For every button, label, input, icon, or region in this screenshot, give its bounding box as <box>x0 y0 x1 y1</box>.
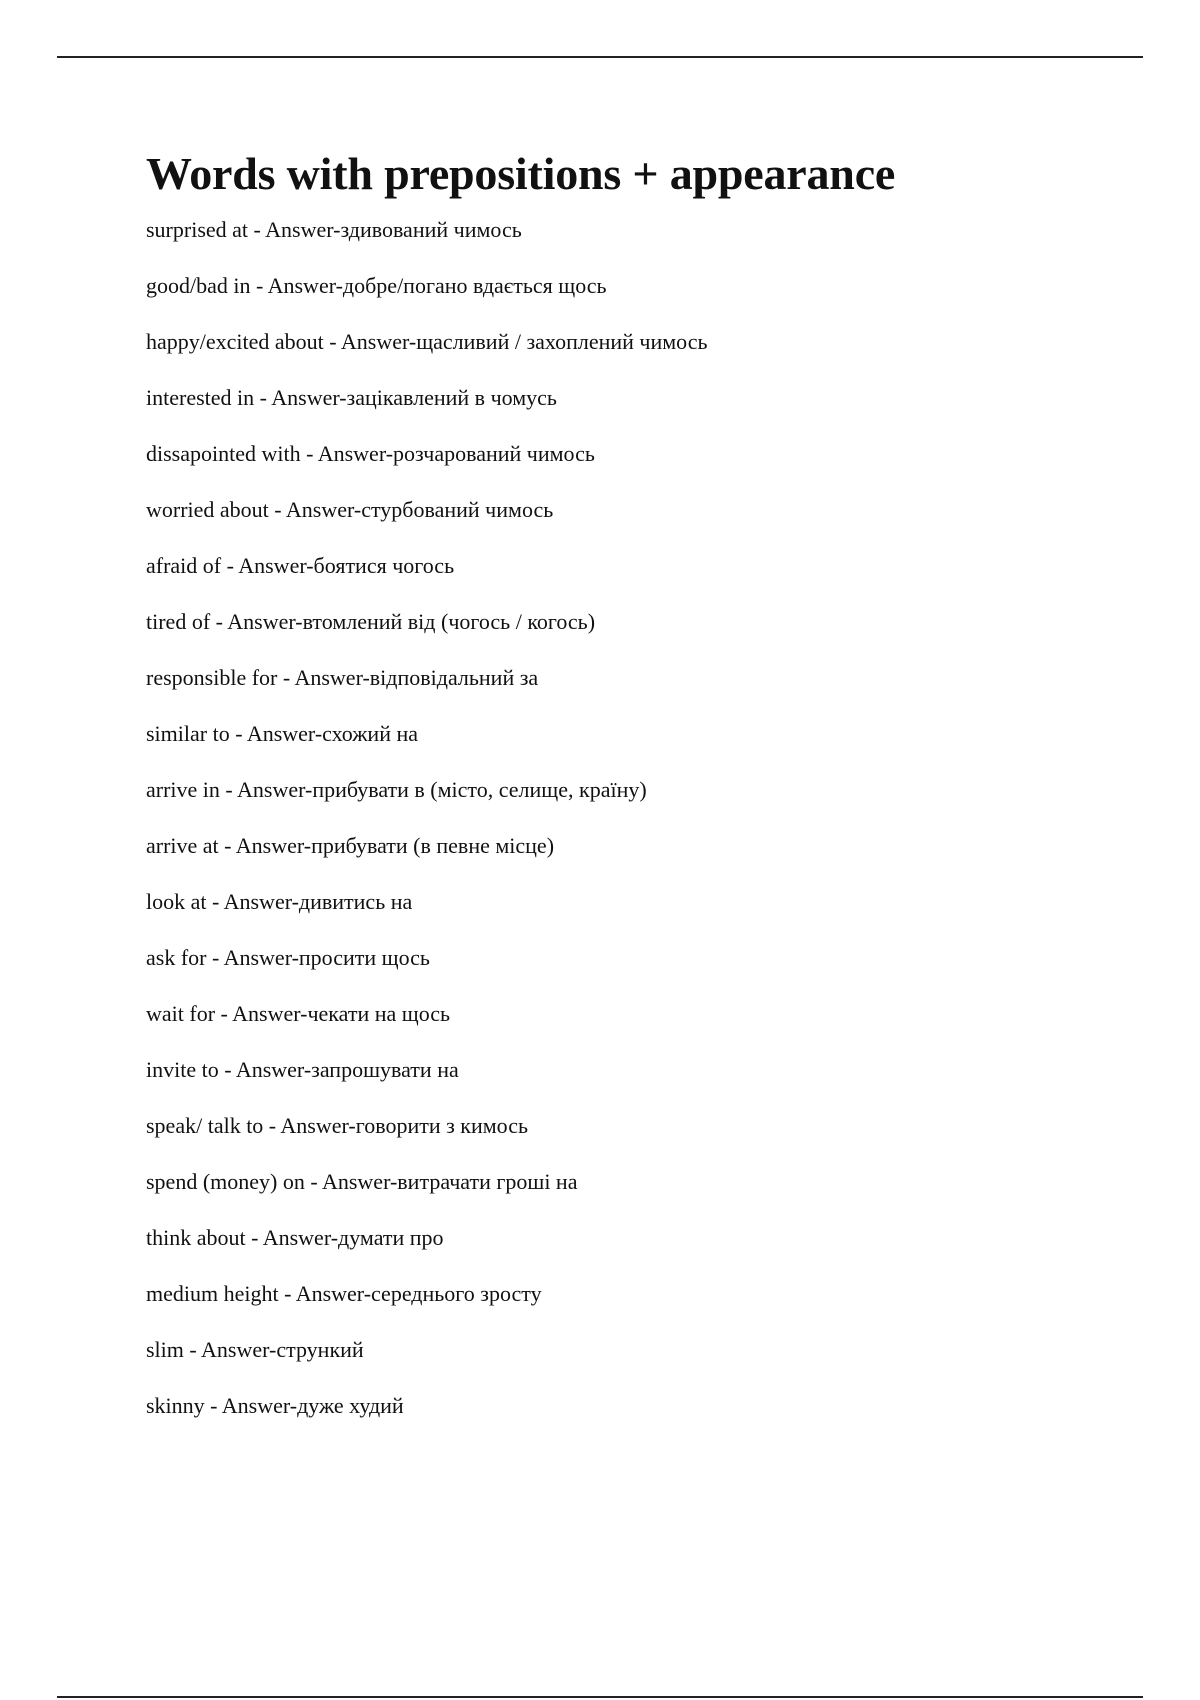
list-item: happy/excited about - Answer-щасливий / захоплений чимось <box>146 329 708 354</box>
top-divider <box>57 56 1143 58</box>
list-item: arrive at - Answer-прибувати (в певне місце) <box>146 833 555 858</box>
bottom-divider <box>57 1696 1143 1698</box>
list-item: afraid of - Answer-боятися чогось <box>146 553 455 578</box>
vocabulary-list <box>146 218 1146 1418</box>
list-item: look at - Answer-дивитись на <box>146 889 413 914</box>
list-item: similar to - Answer-схожий на <box>146 721 419 746</box>
list-item: worried about - Answer-стурбований чимось <box>146 497 554 522</box>
list-item: slim - Answer-стрункий <box>146 1337 364 1362</box>
list-item: interested in - Answer-зацікавлений в чомусь <box>146 385 557 410</box>
list-item: ask for - Answer-просити щось <box>146 945 430 970</box>
list-item: tired of - Answer-втомлений від (чогось / когось) <box>146 609 596 634</box>
document-body <box>146 146 1146 1450</box>
list-item: medium height - Answer-середнього зросту <box>146 1281 542 1306</box>
page-title: Words with prepositions + appearance <box>146 148 896 199</box>
list-item: responsible for - Answer-відповідальний за <box>146 665 539 690</box>
list-item: good/bad in - Answer-добре/погано вдається щось <box>146 273 607 298</box>
list-item: think about - Answer-думати про <box>146 1225 444 1250</box>
list-item: spend (money) on - Answer-витрачати гроші на <box>146 1169 578 1194</box>
list-item: arrive in - Answer-прибувати в (місто, селище, країну) <box>146 777 647 802</box>
list-item: wait for - Answer-чекати на щось <box>146 1001 451 1026</box>
list-item: speak/ talk to - Answer-говорити з кимось <box>146 1113 529 1138</box>
list-item: skinny - Answer-дуже худий <box>146 1393 404 1418</box>
list-item: dissapointed with - Answer-розчарований чимось <box>146 441 595 466</box>
list-item: invite to - Answer-запрошувати на <box>146 1057 459 1082</box>
list-item: surprised at - Answer-здивований чимось <box>146 217 522 242</box>
